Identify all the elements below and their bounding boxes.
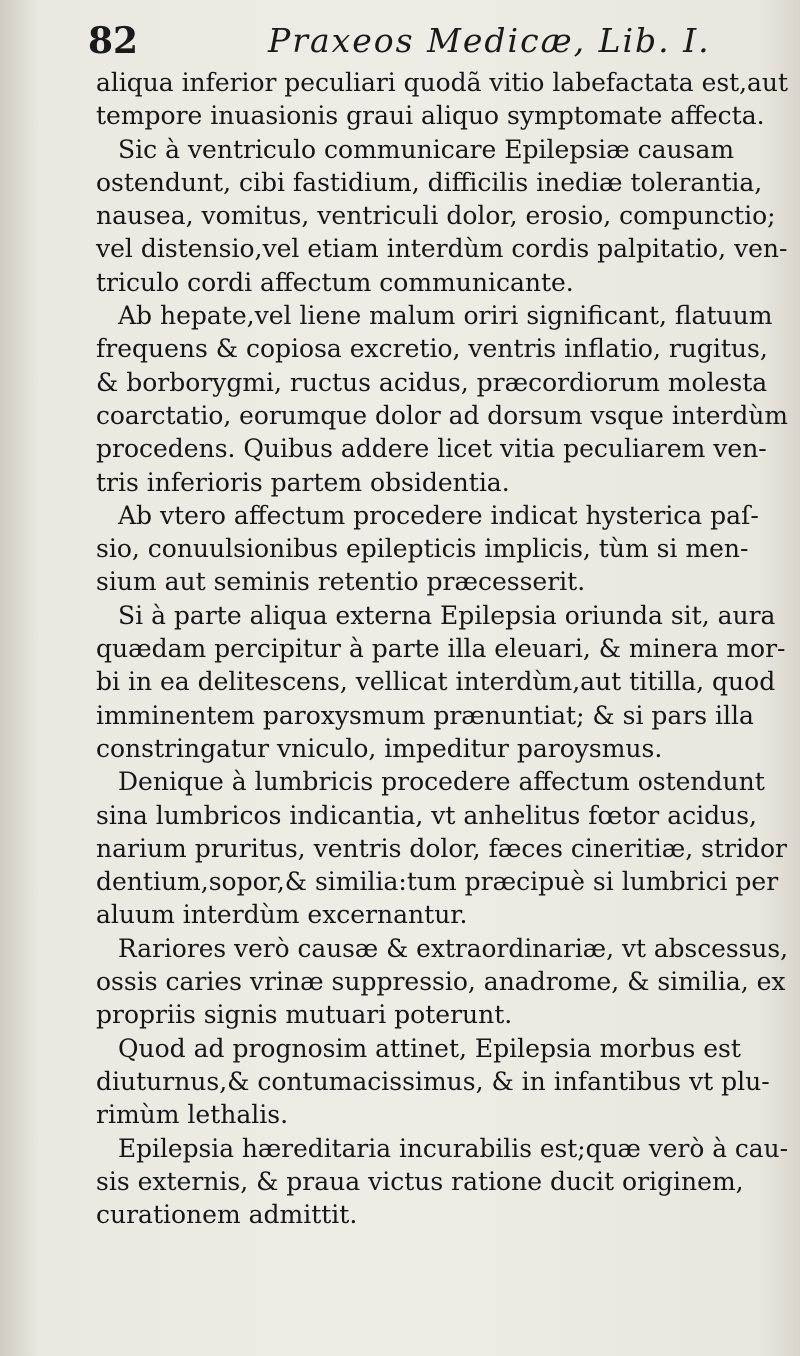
- text-line: aluum interdùm excernantur.: [96, 900, 468, 930]
- text-line: constringatur vniculo, impeditur paroysmus.: [96, 733, 663, 763]
- text-line: ostendunt, cibi fastidium, difficilis inediæ tolerantia,: [96, 167, 763, 197]
- text-line: Denique à lumbricis procedere affectum ostendunt: [118, 767, 765, 797]
- text-line: Rariores verò causæ & extraordinariæ, vt abscessus,: [118, 933, 788, 963]
- page-number: 82: [88, 20, 139, 62]
- text-line: tempore inuasionis graui aliquo symptomate affecta.: [96, 101, 765, 131]
- text-line: sis externis, & praua victus ratione ducit originem,: [96, 1166, 744, 1196]
- text-line: coarctatio, eorumque dolor ad dorsum vsque interdùm: [96, 400, 788, 430]
- text-line: diuturnus,& contumacissimus, & in infantibus vt plu-: [96, 1066, 770, 1096]
- text-line: Ab hepate,vel liene malum oriri significant, flatuum: [118, 301, 773, 331]
- text-line: bi in ea delitescens, vellicat interdùm,aut titilla, quod: [96, 667, 776, 697]
- text-line: Epilepsia hæreditaria incurabilis est;quæ verò à cau-: [118, 1133, 789, 1163]
- text-line: triculo cordi affectum communicante.: [96, 267, 574, 297]
- text-line: procedens. Quibus addere licet vitia peculiarem ven-: [96, 434, 767, 464]
- text-line: propriis signis mutuari poterunt.: [96, 1000, 513, 1030]
- text-line: curationem admittit.: [96, 1200, 358, 1230]
- running-head: Praxeos Medicæ, Lib. I.: [268, 21, 711, 60]
- text-line: aliqua inferior peculiari quodã vitio labefactata est,aut: [96, 68, 788, 97]
- body-text: [96, 66, 788, 1231]
- text-line: rimùm lethalis.: [96, 1100, 289, 1130]
- text-line: ossis caries vrinæ suppressio, anadrome, & similia, ex: [96, 967, 786, 997]
- text-line: tris inferioris partem obsidentia.: [96, 467, 510, 497]
- text-line: Ab vtero affectum procedere indicat hysterica paſ-: [118, 500, 759, 530]
- text-line: imminentem paroxysmum prænuntiat; & si pars illa: [96, 700, 754, 730]
- text-line: sina lumbricos indicantia, vt anhelitus fœtor acidus,: [96, 800, 757, 830]
- text-line: vel distensio,vel etiam interdùm cordis palpitatio, ven-: [96, 234, 788, 264]
- text-line: & borborygmi, ructus acidus, præcordiorum molesta: [96, 367, 768, 397]
- text-line: frequens & copiosa excretio, ventris inflatio, rugitus,: [96, 334, 768, 364]
- text-line: quædam percipitur à parte illa eleuari, & minera mor-: [96, 634, 786, 664]
- text-line: nausea, vomitus, ventriculi dolor, erosio, compunctio;: [96, 201, 776, 231]
- text-line: Si à parte aliqua externa Epilepsia oriunda sit, aura: [118, 600, 776, 630]
- text-line: dentium,sopor,& similia:tum præcipuè si lumbrici per: [96, 867, 779, 897]
- text-line: narium pruritus, ventris dolor, fæces cineritiæ, stridor: [96, 833, 787, 863]
- text-line: Sic à ventriculo communicare Epilepsiæ causam: [118, 134, 735, 164]
- text-line: sium aut seminis retentio præcesserit.: [96, 567, 586, 597]
- page-header: [88, 18, 768, 64]
- text-line: Quod ad prognosim attinet, Epilepsia morbus est: [118, 1033, 741, 1063]
- text-line: sio, conuulsionibus epilepticis implicis, tùm si men-: [96, 534, 749, 564]
